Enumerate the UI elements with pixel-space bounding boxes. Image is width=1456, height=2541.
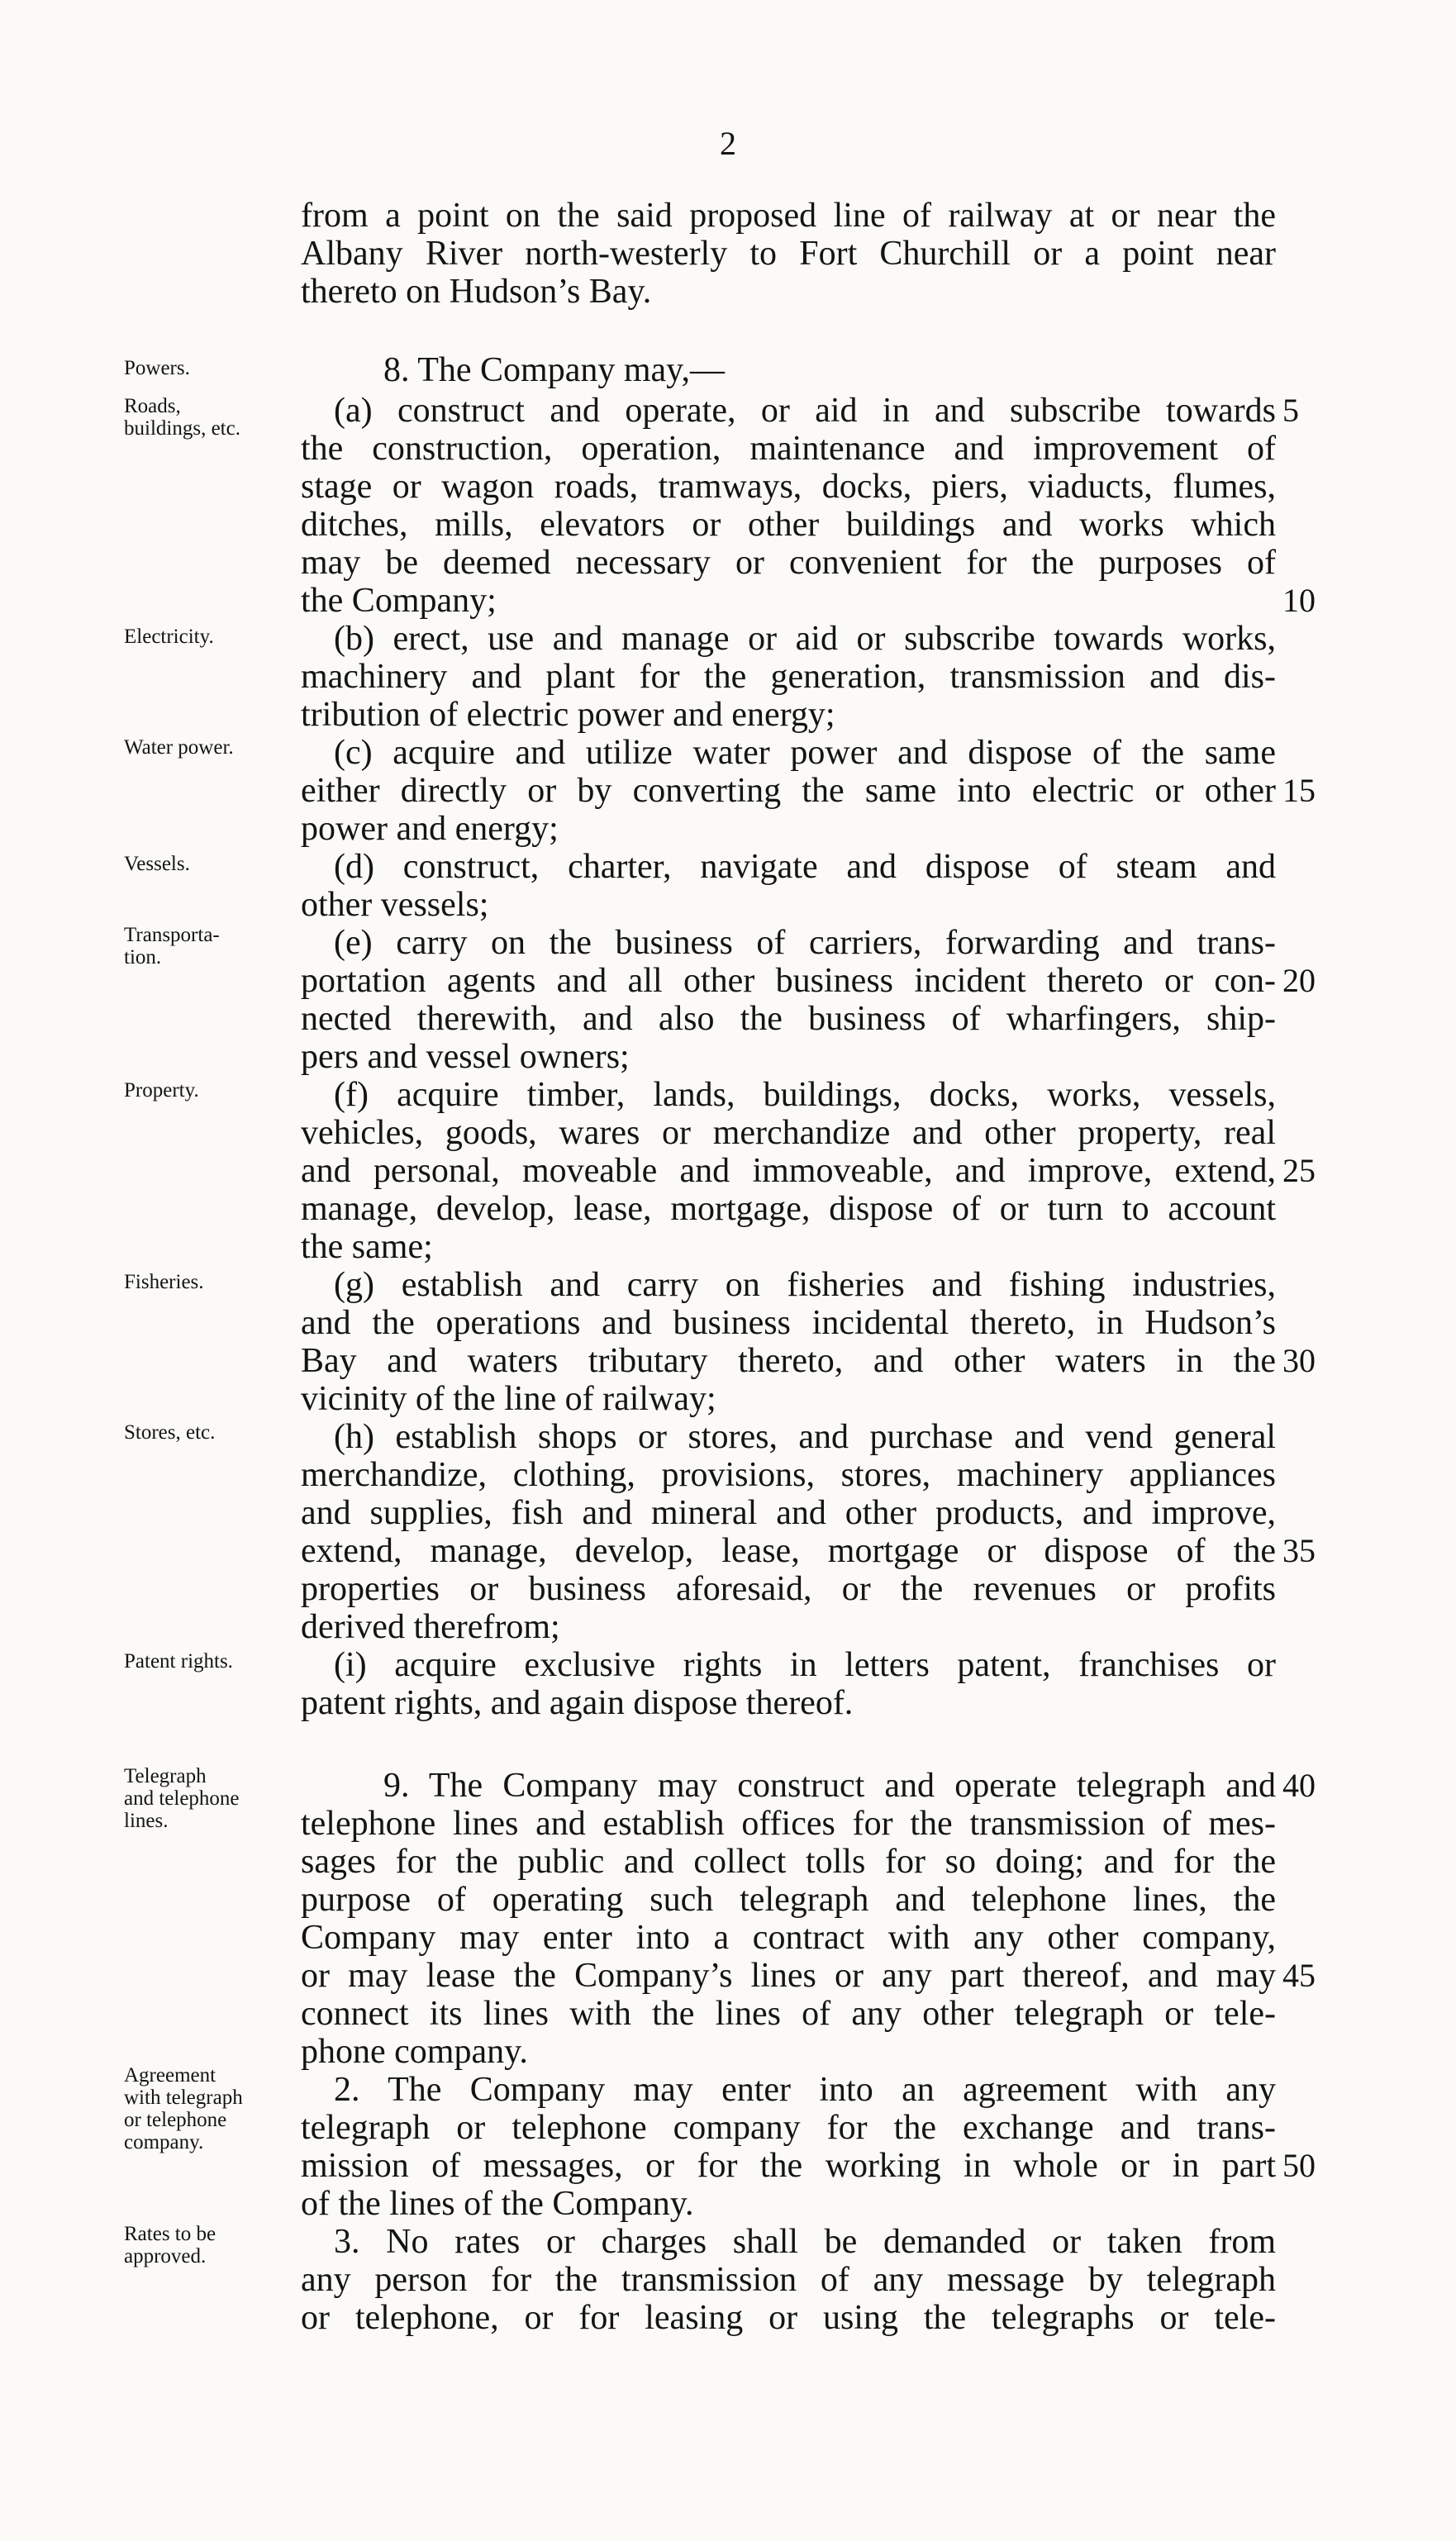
text-line: and personal, moveable and immoveable, and improve, extend, xyxy=(301,1152,1276,1190)
text-line: telegraph or telephone company for the exchange and trans- xyxy=(301,2109,1276,2147)
text-line: ditches, mills, elevators or other buildings and works which xyxy=(301,506,1276,544)
line-number: 40 xyxy=(1282,1767,1316,1804)
text-line: properties or business aforesaid, or the revenues or profits xyxy=(301,1570,1276,1608)
text-line: sages for the public and collect tolls for so doing; and for the xyxy=(301,1843,1276,1881)
line-number: 25 xyxy=(1282,1152,1316,1189)
line-number: 45 xyxy=(1282,1957,1316,1994)
line-number: 5 xyxy=(1282,392,1299,429)
text-line: manage, develop, lease, mortgage, dispose of or turn to account xyxy=(301,1190,1276,1228)
line-number: 20 xyxy=(1282,962,1316,999)
line-number: 35 xyxy=(1282,1532,1316,1569)
text-line: extend, manage, develop, lease, mortgage or dispose of the xyxy=(301,1532,1276,1570)
text-line: merchandize, clothing, provisions, stores, machinery appliances xyxy=(301,1456,1276,1494)
text-line: telephone lines and establish offices for the transmission of mes- xyxy=(301,1805,1276,1843)
marginal-note: Telegraph and telephone lines. xyxy=(124,1765,240,1832)
text-line: and the operations and business incidental thereto, in Hudson’s xyxy=(301,1304,1276,1342)
text-line: vicinity of the line of railway; xyxy=(301,1380,716,1418)
text-line: tribution of electric power and energy; xyxy=(301,696,835,734)
text-line: 2. The Company may enter into an agreement with any xyxy=(334,2071,1276,2109)
marginal-note: Vessels. xyxy=(124,853,190,875)
text-line: from a point on the said proposed line of railway at or near the xyxy=(301,197,1276,235)
text-line: (f) acquire timber, lands, buildings, docks, works, vessels, xyxy=(334,1076,1276,1114)
text-line: any person for the transmission of any message by telegraph xyxy=(301,2261,1276,2299)
text-line: stage or wagon roads, tramways, docks, piers, viaducts, flumes, xyxy=(301,468,1276,506)
marginal-note: Transporta- tion. xyxy=(124,924,220,968)
text-line: derived therefrom; xyxy=(301,1608,560,1646)
text-line: purpose of operating such telegraph and telephone lines, the xyxy=(301,1881,1276,1919)
text-line: pers and vessel owners; xyxy=(301,1038,630,1076)
text-line: or may lease the Company’s lines or any part thereof, and may xyxy=(301,1957,1276,1995)
text-line: the construction, operation, maintenance and improvement of xyxy=(301,430,1276,468)
text-line: other vessels; xyxy=(301,886,489,924)
text-line: mission of messages, or for the working in whole or in part xyxy=(301,2147,1276,2185)
text-line: machinery and plant for the generation, transmission and dis- xyxy=(301,658,1276,696)
text-line: (g) establish and carry on fisheries and fishing industries, xyxy=(334,1266,1276,1304)
text-line: of the lines of the Company. xyxy=(301,2185,694,2223)
text-line: (a) construct and operate, or aid in and subscribe towards xyxy=(334,392,1276,430)
text-line: either directly or by converting the same into electric or other xyxy=(301,772,1276,810)
text-line: 9. The Company may construct and operate telegraph and xyxy=(383,1767,1276,1805)
text-line: phone company. xyxy=(301,2033,528,2071)
text-line: connect its lines with the lines of any other telegraph or tele- xyxy=(301,1995,1276,2033)
text-line: patent rights, and again dispose thereof. xyxy=(301,1684,854,1722)
text-line: Albany River north-westerly to Fort Churchill or a point near xyxy=(301,235,1276,273)
text-line: (c) acquire and utilize water power and dispose of the same xyxy=(334,734,1276,772)
marginal-note: Powers. xyxy=(124,357,190,379)
text-line: (d) construct, charter, navigate and dispose of steam and xyxy=(334,848,1276,886)
text-line: (i) acquire exclusive rights in letters patent, franchises or xyxy=(334,1646,1276,1684)
marginal-note: Property. xyxy=(124,1079,199,1102)
marginal-note: Electricity. xyxy=(124,626,214,648)
text-line: (e) carry on the business of carriers, forwarding and trans- xyxy=(334,924,1276,962)
text-line: power and energy; xyxy=(301,810,559,848)
text-line: 3. No rates or charges shall be demanded or taken from xyxy=(334,2223,1276,2261)
text-line: Bay and waters tributary thereto, and other waters in the xyxy=(301,1342,1276,1380)
text-line: thereto on Hudson’s Bay. xyxy=(301,273,652,311)
text-line: portation agents and all other business incident thereto or con- xyxy=(301,962,1276,1000)
line-number: 10 xyxy=(1282,582,1316,619)
line-number: 15 xyxy=(1282,772,1316,809)
marginal-note: Fisheries. xyxy=(124,1271,204,1293)
text-line: the Company; xyxy=(301,582,497,620)
text-line: nected therewith, and also the business of wharfingers, ship- xyxy=(301,1000,1276,1038)
page-number: 2 xyxy=(720,125,736,162)
marginal-note: Patent rights. xyxy=(124,1650,233,1673)
text-line: (h) establish shops or stores, and purchase and vend general xyxy=(334,1418,1276,1456)
text-line: may be deemed necessary or convenient for the purposes of xyxy=(301,544,1276,582)
text-line: (b) erect, use and manage or aid or subscribe towards works, xyxy=(334,620,1276,658)
text-line: vehicles, goods, wares or merchandize and other property, real xyxy=(301,1114,1276,1152)
text-line: and supplies, fish and mineral and other products, and improve, xyxy=(301,1494,1276,1532)
text-line: the same; xyxy=(301,1228,433,1266)
marginal-note: Rates to be approved. xyxy=(124,2223,216,2267)
line-number: 30 xyxy=(1282,1342,1316,1379)
text-line: 8. The Company may,— xyxy=(383,351,725,389)
text-line: or telephone, or for leasing or using the telegraphs or tele- xyxy=(301,2299,1276,2337)
text-line: Company may enter into a contract with any other company, xyxy=(301,1919,1276,1957)
marginal-note: Stores, etc. xyxy=(124,1421,216,1444)
line-number: 50 xyxy=(1282,2147,1316,2184)
marginal-note: Water power. xyxy=(124,736,234,759)
marginal-note: Roads, buildings, etc. xyxy=(124,395,240,440)
marginal-note: Agreement with telegraph or telephone company. xyxy=(124,2064,243,2153)
